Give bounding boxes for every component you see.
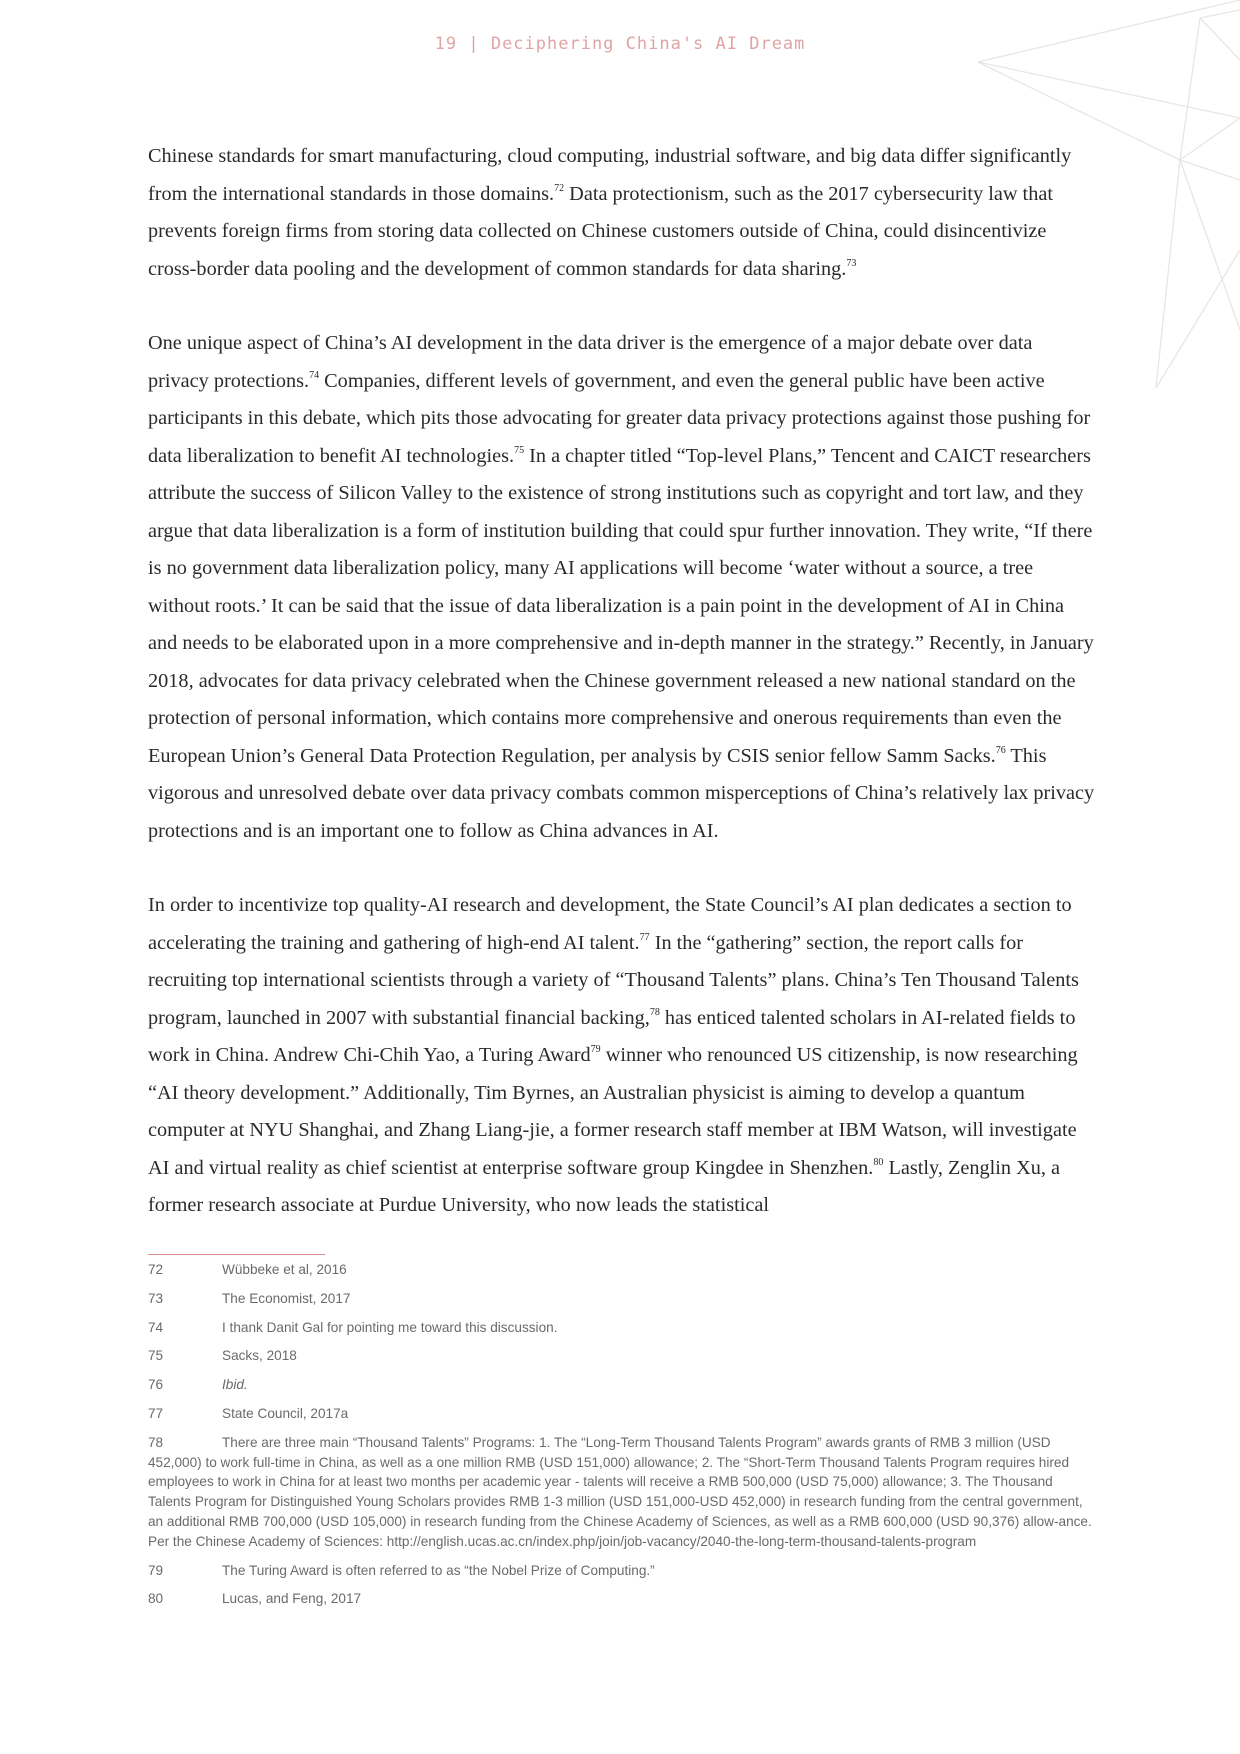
footnote-reference[interactable]: 79 <box>590 1044 601 1055</box>
footnote-text: State Council, 2017a <box>222 1405 349 1421</box>
paragraph-text: Data protectionism, such as the 2017 cybersecurity law that prevents foreign firms from storing data collected on Chinese customers outside of China, could disincentivize cross-border data pooling and the development of common standards for data sharing. <box>148 182 1053 280</box>
footnote-number: 80 <box>148 1591 164 1607</box>
footnote-reference[interactable]: 77 <box>639 931 650 943</box>
footnote-number: 74 <box>148 1319 164 1335</box>
paragraph-text: In the “gathering” section, the report calls for recruiting top international scientists through a variety of “Thousand Talents” plans. China’s Ten Thousand Talents program, launched in 2007 with substantial financial backing, <box>148 931 1079 1029</box>
paragraph-text: winner who renounced US citizenship, is now researching “AI theory development.” Additionally, Tim Byrnes, an Australian physicist is aiming to develop a quantum computer at NYU Shanghai, and Zhang Liang-jie, a former research staff member at IBM Watson, will investigate AI and virtual reality as chief scientist at enterprise software group Kingdee in Shenzhen. <box>148 1044 1078 1179</box>
body-paragraph <box>148 887 1098 1225</box>
paragraph-text: In order to incentivize top quality-AI research and development, the State Council’s AI plan dedicates a section to accelerating the training and gathering of high-end AI talent. <box>148 894 1072 954</box>
document-title: Deciphering China's AI Dream <box>490 34 806 54</box>
footnotes <box>148 1260 1092 1618</box>
footnote-text: I thank Danit Gal for pointing me toward this discussion. <box>222 1319 558 1335</box>
footnote-number: 77 <box>148 1405 164 1421</box>
footnote-text: Wübbeke et al, 2016 <box>222 1262 347 1277</box>
footnote-reference[interactable]: 72 <box>554 182 565 194</box>
paragraph-text: This vigorous and unresolved debate over data privacy combats common misperceptions of China’s relatively lax privacy protections and is an important one to follow as China advances in AI. <box>148 744 1095 842</box>
footnote-divider <box>148 1254 325 1255</box>
footnote-number: 76 <box>148 1377 164 1393</box>
paragraph-text: Companies, different levels of government, and even the general public have been active participants in this debate, which pits those advocating for greater data privacy protections against those pushing for data liberalization to benefit AI technologies. <box>148 369 1091 467</box>
footnote-number: 78 <box>148 1434 164 1450</box>
footnote-item <box>148 1318 1092 1338</box>
page-number: 19 <box>434 34 458 54</box>
body-paragraph <box>148 138 1098 288</box>
paragraph-text: has enticed talented scholars in AI-related fields to work in China. Andrew Chi-Chih Yao, a Turing Award <box>148 1006 1076 1066</box>
footnote-text: Sacks, 2018 <box>222 1348 297 1364</box>
footnote-item <box>148 1289 1092 1309</box>
running-header <box>0 34 1240 54</box>
footnote-reference[interactable]: 80 <box>873 1156 884 1168</box>
footnote-text: The Turing Award is often referred to as “the Nobel Prize of Computing.” <box>222 1562 655 1578</box>
footnote-reference[interactable]: 73 <box>846 257 857 269</box>
paragraph-text: Chinese standards for smart manufacturing, cloud computing, industrial software, and big data differ significantly from the international standards in those domains. <box>148 145 1072 205</box>
footnote-text: There are three main “Thousand Talents” Programs: 1. The “Long-Term Thousand Talents Program” awards grants of RMB 3 million (USD 452,000) to work full-time in China, as well as a one million RMB (USD 151,000) allowance; 2. The “Short-Term Thousand Talents Program requires hired employees to work in China for at least two months per academic year - talents will receive a RMB 500,000 (USD 75,000) allowance; 3. The Thousand Talents Program for Distinguished Young Scholars provides RMB 1-3 million (USD 151,000-USD 452,000) in research funding from the central government, an additional RMB 700,000 (USD 105,000) in research funding from the Chinese Academy of Sciences, as well as a RMB 600,000 (USD 90,376) allow-ance. Per the Chinese Academy of Sciences: http://english.ucas.ac.cn/index.php/join/job-vacancy/2040-the-long-term-thousand-talents-program <box>148 1434 1092 1549</box>
footnote-reference[interactable]: 76 <box>995 744 1006 756</box>
footnote-number: 79 <box>148 1562 164 1578</box>
footnote-reference[interactable]: 74 <box>309 369 320 381</box>
footnote-item <box>148 1589 1092 1609</box>
paragraph-text: In a chapter titled “Top-level Plans,” Tencent and CAICT researchers attribute the success of Silicon Valley to the existence of strong institutions such as copyright and tort law, and they argue that data liberalization is a form of institution building that could spur further innovation. They write, “If there is no government data liberalization policy, many AI applications will become ‘water without a source, a tree without roots.’ It can be said that the issue of data liberalization is a pain point in the development of AI in China and needs to be elaborated upon in a more comprehensive and in-depth manner in the strategy.” Recently, in January 2018, advocates for data privacy celebrated when the Chinese government released a new national standard on the protection of personal information, which contains more comprehensive and onerous requirements than even the European Union’s General Data Protection Regulation, per analysis by CSIS senior fellow Samm Sacks. <box>148 444 1094 767</box>
footnote-reference[interactable]: 78 <box>649 1006 660 1018</box>
footnote-number: 75 <box>148 1348 164 1364</box>
body-text <box>148 138 1098 1262</box>
footnote-item <box>148 1260 1092 1280</box>
body-paragraph <box>148 325 1098 850</box>
footnote-item <box>148 1404 1092 1424</box>
paragraph-text: One unique aspect of China’s AI development in the data driver is the emergence of a major debate over data privacy protections. <box>148 332 1033 392</box>
footnote-number: 72 <box>148 1262 164 1277</box>
footnote-text: The Economist, 2017 <box>222 1290 351 1306</box>
footnote-item <box>148 1346 1092 1366</box>
footnote-item <box>148 1375 1092 1395</box>
footnote-item <box>148 1433 1092 1552</box>
footnote-number: 73 <box>148 1290 164 1306</box>
footnote-item <box>148 1561 1092 1581</box>
footnote-text: Ibid. <box>222 1377 248 1393</box>
footnote-text: Lucas, and Feng, 2017 <box>222 1591 362 1607</box>
footnote-reference[interactable]: 75 <box>514 444 525 456</box>
paragraph-text: Lastly, Zenglin Xu, a former research associate at Purdue University, who now leads the statistical <box>148 1156 1061 1216</box>
header-separator: | <box>468 34 480 54</box>
